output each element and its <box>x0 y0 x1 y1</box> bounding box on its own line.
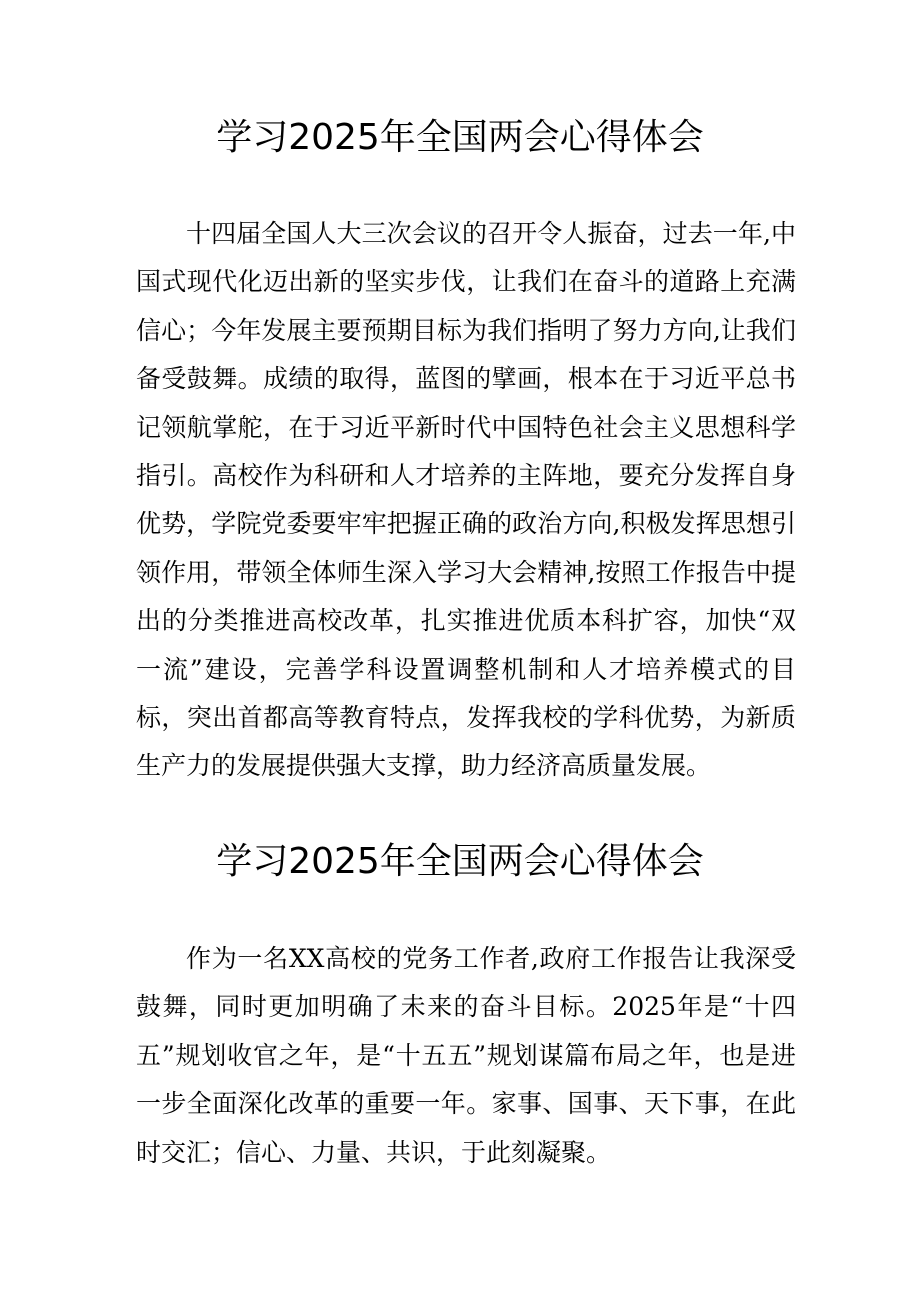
section-1-title: 学习2025年全国两会心得体会 <box>216 117 704 158</box>
section-2-paragraph: 作为一名XX高校的党务工作者,政府工作报告让我深受鼓舞，同时更加明确了未来的奋斗目标。2025年是“十四五”规划收官之年，是“十五五”规划谋篇布局之年，也是进一步全面深化改革的重要一年。家事、国事、天下事，在此时交汇；信心、力量、共识，于此刻凝聚。 <box>136 944 796 1167</box>
section-2-title: 学习2025年全国两会心得体会 <box>216 841 704 882</box>
section-1-paragraph: 十四届全国人大三次会议的召开令人振奋，过去一年,中国式现代化迈出新的坚实步伐，让我们在奋斗的道路上充满信心；今年发展主要预期目标为我们指明了努力方向,让我们备受鼓舞。成绩的取得，蓝图的擘画，根本在于习近平总书记领航掌舵，在于习近平新时代中国特色社会主义思想科学指引。高校作为科研和人才培养的主阵地，要充分发挥自身优势，学院党委要牢牢把握正确的政治方向,积极发挥思想引领作用，带领全体师生深入学习大会精神,按照工作报告中提出的分类推进高校改革，扎实推进优质本科扩容，加快“双一流”建设，完善学科设置调整机制和人才培养模式的目标，突出首都高等教育特点，发挥我校的学科优势，为新质生产力的发展提供强大支撑，助力经济高质量发展。 <box>136 219 796 781</box>
